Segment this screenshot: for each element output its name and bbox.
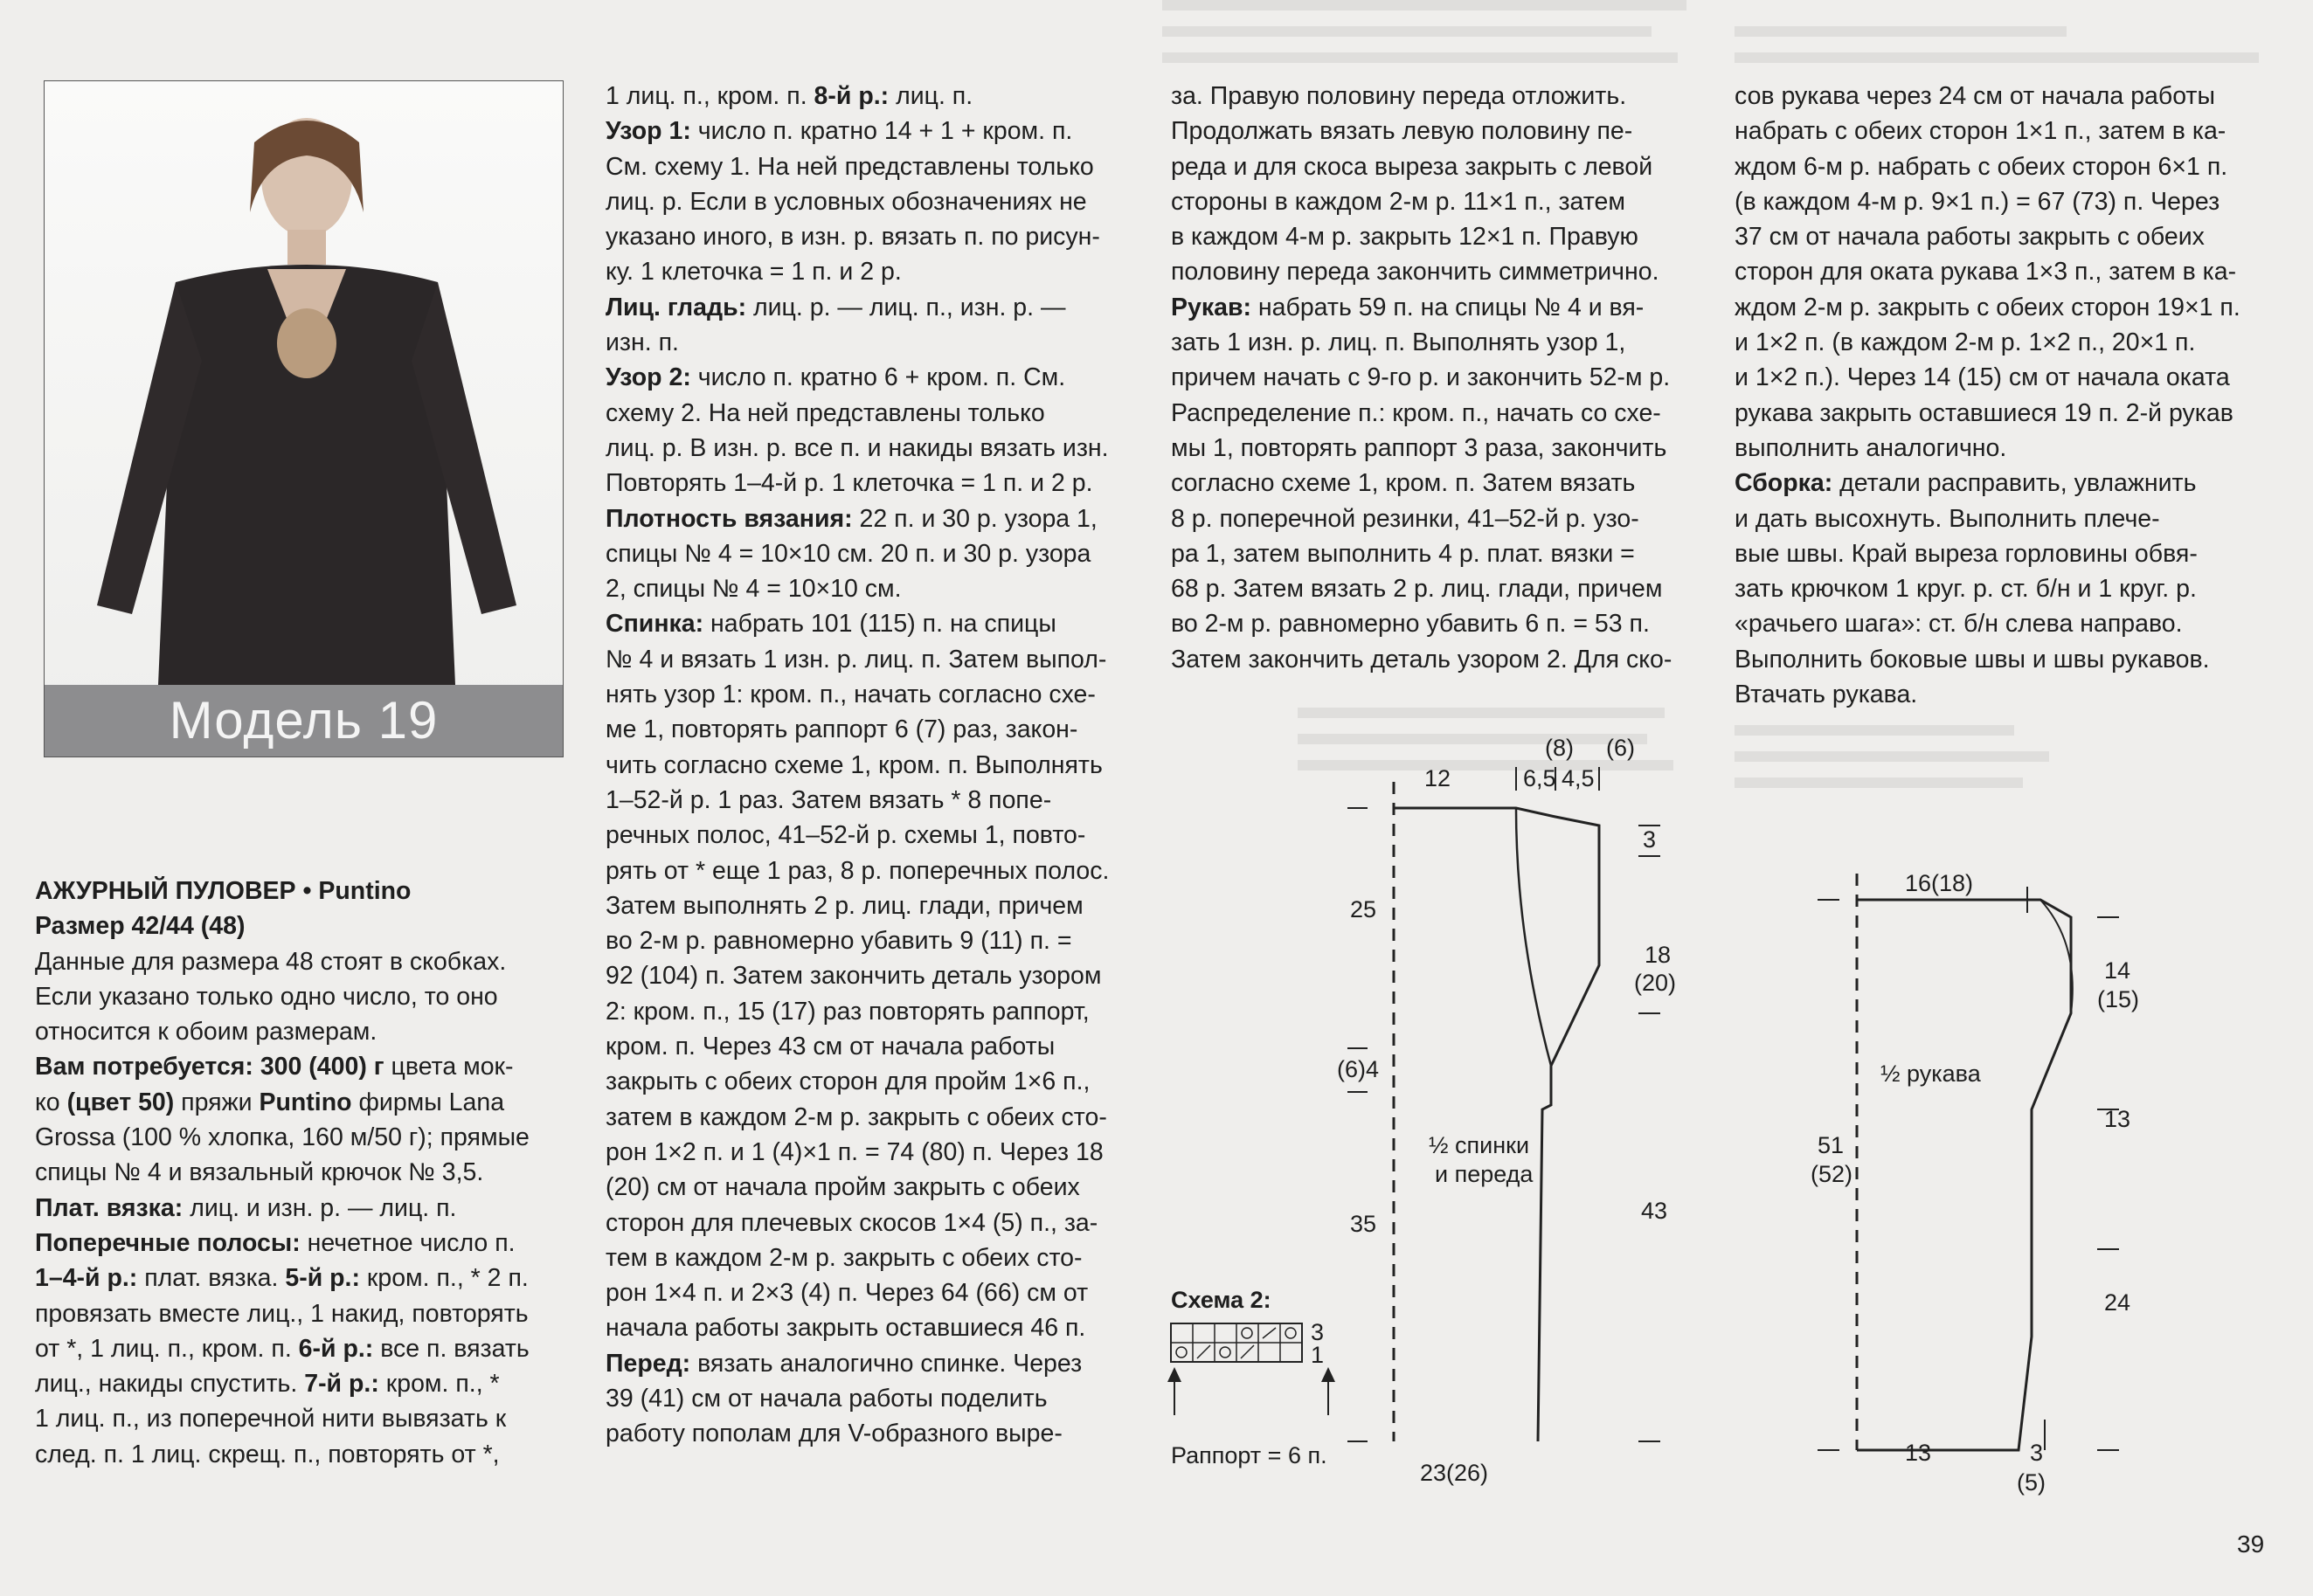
text-line: работу пополам для V-образного выре-: [606, 1420, 1063, 1448]
text-line: относится к обоим размерам.: [35, 1018, 377, 1047]
column-1: [35, 874, 564, 1472]
text-line: зать 1 изн. р. лиц. п. Выполнять узор 1,: [1171, 328, 1626, 357]
text-line: согласно схеме 1, кром. п. Затем вязать: [1171, 469, 1636, 498]
size-heading: Размер 42/44 (48): [35, 912, 246, 941]
text-bold: 5-й р.:: [285, 1264, 360, 1293]
text-run: лиц. и изн. р. — лиц. п.: [183, 1193, 457, 1222]
text-line: сторон для оката рукава 1×3 п., затем в ка-: [1735, 258, 2237, 287]
text-line: лиц. р. В изн. р. все п. и накиды вязать изн.: [606, 433, 1109, 462]
text-run: фирмы Lana: [351, 1088, 505, 1116]
text-line: кром. п. Через 43 см от начала работы: [606, 1033, 1056, 1061]
text-line: чить согласно схеме 1, кром. п. Выполнять: [606, 750, 1103, 779]
dim-label: 3: [1643, 826, 1657, 853]
text-line: во 2-м р. равномерно убавить 9 (11) п. =: [606, 927, 1072, 956]
model-caption: Модель 19: [45, 685, 563, 757]
text-line: 2, спицы № 4 = 10×10 см.: [606, 575, 902, 604]
text-bold: Puntino: [259, 1088, 352, 1116]
text-line: спицы № 4 = 10×10 см. 20 п. и 30 р. узора: [606, 539, 1091, 568]
text-line: лиц. р. Если в условных обозначениях не: [606, 187, 1087, 216]
text-line: стороны в каждом 2-м р. 11×1 п., затем: [1171, 187, 1625, 216]
text-line: Grossa (100 % хлопка, 160 м/50 г); прямые: [35, 1123, 530, 1152]
text-line: № 4 и вязать 1 изн. р. лиц. п. Затем выпол-: [606, 645, 1107, 674]
model-photo: [44, 80, 564, 757]
dim-label: 51: [1818, 1132, 1845, 1158]
dim-label: 16(18): [1905, 870, 1974, 896]
dim-label: (15): [2097, 986, 2140, 1012]
dim-label: (8): [1545, 735, 1574, 761]
text-line: и дать высохнуть. Выполнить плече-: [1735, 504, 2160, 533]
section-heading: Рукав:: [1171, 293, 1251, 321]
section-heading: Спинка:: [606, 610, 704, 639]
model-figure-illustration: [45, 81, 563, 685]
text-run: вязать аналогично спинке. Через: [690, 1349, 1083, 1378]
text-bold: (цвет 50): [66, 1088, 175, 1116]
section-heading: Узор 2:: [606, 363, 691, 392]
text-run: набрать 59 п. на спицы № 4 и вя-: [1251, 293, 1645, 321]
pattern-diagrams: [1153, 725, 2289, 1511]
text-line: рон 1×4 п. и 2×3 (4) п. Через 64 (66) см от: [606, 1279, 1089, 1308]
body-schematic: [1337, 735, 1676, 1486]
text-run: набрать 101 (115) п. на спицы: [703, 610, 1056, 639]
text-line: спицы № 4 и вязальный крючок № 3,5.: [35, 1158, 484, 1187]
text-line: 92 (104) п. Затем закончить деталь узором: [606, 962, 1102, 991]
text-line: 2: кром. п., 15 (17) раз повторять раппорт,: [606, 997, 1090, 1026]
text-run: нечетное число п.: [300, 1228, 516, 1257]
dim-label: 4,5: [1562, 765, 1595, 791]
text-run: лиц. р. — лиц. п., изн. р. —: [746, 293, 1066, 321]
text-line: 39 (41) см от начала работы поделить: [606, 1384, 1048, 1413]
text-line: закрыть с обеих сторон для пройм 1×6 п.,: [606, 1067, 1091, 1096]
text-line: мы 1, повторять раппорт 3 раза, закончить: [1171, 433, 1667, 462]
text-line: «рачьего шага»: ст. б/н слева направо.: [1735, 610, 2183, 639]
text-line: тем в каждом 2-м р. закрыть с обеих сто-: [606, 1243, 1083, 1272]
rapport-label: Раппорт = 6 п.: [1171, 1442, 1327, 1468]
text-line: См. схему 1. На ней представлены только: [606, 152, 1094, 181]
text-line: Затем закончить деталь узором 2. Для ско-: [1171, 645, 1672, 674]
text-line: рукава закрыть оставшиеся 19 п. 2-й рукав: [1735, 398, 2233, 427]
dim-label: (5): [2017, 1469, 2046, 1496]
section-heading: Лиц. гладь:: [606, 293, 747, 321]
text-line: ку. 1 клеточка = 1 п. и 2 р.: [606, 258, 902, 287]
text-line: Распределение п.: кром. п., начать со схе-: [1171, 398, 1661, 427]
text-line: 68 р. Затем вязать 2 р. лиц. глади, причем: [1171, 575, 1663, 604]
text-line: причем начать с 9-го р. и закончить 52-м р.: [1171, 363, 1671, 392]
text-line: Втачать рукава.: [1735, 681, 1918, 709]
text-line: указано иного, в изн. р. вязать п. по рисун-: [606, 223, 1100, 252]
text-run: от *, 1 лиц. п., кром. п.: [35, 1334, 299, 1363]
text-line: 37 см от начала работы закрыть с обеих: [1735, 223, 2205, 252]
section-heading: Узор 1:: [606, 117, 691, 146]
text-bold: 6-й р.:: [298, 1334, 374, 1363]
text-line: след. п. 1 лиц. скрещ. п., повторять от *,: [35, 1440, 500, 1468]
text-line: Данные для размера 48 стоят в скобках.: [35, 947, 507, 976]
piece-label: ½ рукава: [1880, 1061, 1981, 1087]
text-line: Выполнить боковые швы и швы рукавов.: [1735, 645, 2210, 674]
text-line: и 1×2 п. (в каждом 2-м р. 1×2 п., 20×1 п.: [1735, 328, 2196, 357]
piece-label: и переда: [1435, 1161, 1534, 1187]
text-line: ра 1, затем выполнить 4 р. плат. вязки =: [1171, 539, 1635, 568]
row-number: 3: [1311, 1319, 1325, 1345]
text-line: речных полос, 41–52-й р. схемы 1, повто-: [606, 821, 1086, 850]
text-line: набрать с обеих сторон 1×1 п., затем в ка-: [1735, 117, 2226, 146]
schema-2-title: Схема 2:: [1171, 1287, 1271, 1313]
text-bold: 1–4-й р.:: [35, 1264, 138, 1293]
section-heading: Плат. вязка:: [35, 1193, 184, 1222]
text-line: реда и для скоса выреза закрыть с левой: [1171, 152, 1653, 181]
section-heading: Плотность вязания:: [606, 504, 853, 533]
text-line: ждом 6-м р. набрать с обеих сторон 6×1 п.: [1735, 152, 2228, 181]
dim-label: 23(26): [1420, 1460, 1489, 1486]
dim-label: 14: [2104, 957, 2131, 984]
text-line: 1–52-й р. 1 раз. Затем вязать * 8 попе-: [606, 785, 1052, 814]
column-3: [1171, 79, 1695, 677]
text-line: Продолжать вязать левую половину пе-: [1171, 117, 1633, 146]
text-line: рон 1×2 п. и 1 (4)×1 п. = 74 (80) п. Через 18: [606, 1137, 1104, 1166]
dim-label: 18: [1645, 942, 1672, 968]
text-run: ко: [35, 1088, 67, 1116]
text-line: в каждом 4-м р. закрыть 12×1 п. Правую: [1171, 223, 1638, 252]
text-line: (20) см от начала пройм закрыть с обеих: [606, 1173, 1080, 1202]
section-heading: Поперечные полосы:: [35, 1228, 301, 1257]
section-heading: Перед:: [606, 1349, 691, 1378]
text-run: цвета мок-: [384, 1053, 514, 1081]
text-run: 1 лиц. п., кром. п.: [606, 82, 814, 110]
text-line: сов рукава через 24 см от начала работы: [1735, 82, 2215, 110]
text-line: во 2-м р. равномерно убавить 6 п. = 53 п.: [1171, 610, 1650, 639]
text-run: плат. вязка.: [137, 1264, 286, 1293]
dim-label: (6)4: [1337, 1056, 1380, 1082]
text-line: и 1×2 п.). Через 14 (15) см от начала оката: [1735, 363, 2230, 392]
text-line: начала работы закрыть оставшиеся 46 п.: [606, 1314, 1086, 1343]
text-line: половину переда закончить симметрично.: [1171, 258, 1659, 287]
column-4: [1735, 79, 2259, 712]
text-run: число п. кратно 14 + 1 + кром. п.: [690, 117, 1073, 146]
text-line: нять узор 1: кром. п., начать согласно схе-: [606, 681, 1096, 709]
text-line: Повторять 1–4-й р. 1 клеточка = 1 п. и 2 р.: [606, 469, 1093, 498]
dim-label: 43: [1641, 1198, 1668, 1224]
dim-label: (6): [1606, 735, 1635, 761]
text-line: 8 р. поперечной резинки, 41–52-й р. узо-: [1171, 504, 1639, 533]
materials-heading: Вам потребуется: 300 (400) г: [35, 1053, 384, 1081]
text-line: зать крючком 1 круг. р. ст. б/н и 1 круг. р.: [1735, 575, 2197, 604]
text-line: провязать вместе лиц., 1 накид, повторять: [35, 1299, 529, 1328]
text-line: выполнить аналогично.: [1735, 433, 2007, 462]
text-run: кром. п., * 2 п.: [359, 1264, 529, 1293]
text-run: детали расправить, увлажнить: [1832, 469, 2197, 498]
dim-label: 6,5: [1523, 765, 1556, 791]
text-run: лиц. п.: [889, 82, 973, 110]
text-line: рять от * еще 1 раз, 8 р. поперечных полос.: [606, 856, 1110, 885]
text-line: Затем выполнять 2 р. лиц. глади, причем: [606, 891, 1084, 920]
text-line: (в каждом 4-м р. 9×1 п.) = 67 (73) п. Через: [1735, 187, 2220, 216]
text-line: затем в каждом 2-м р. закрыть с обеих сто-: [606, 1102, 1107, 1131]
text-run: лиц., накиды спустить.: [35, 1370, 305, 1399]
text-run: кром. п., *: [378, 1370, 500, 1399]
dim-label: 13: [1905, 1440, 1932, 1466]
section-heading: Сборка:: [1735, 469, 1833, 498]
schema-2-chart: [1167, 1287, 1335, 1468]
text-line: вые швы. Край выреза горловины обвя-: [1735, 539, 2198, 568]
row-number: 1: [1311, 1342, 1325, 1368]
dim-label: (20): [1634, 970, 1677, 996]
pattern-title: АЖУРНЫЙ ПУЛОВЕР • Puntino: [35, 877, 412, 905]
text-line: сторон для плечевых скосов 1×4 (5) п., за-: [606, 1208, 1098, 1237]
text-run: 22 п. и 30 р. узора 1,: [852, 504, 1098, 533]
text-run: число п. кратно 6 + кром. п. См.: [690, 363, 1066, 392]
dim-label: 3: [2030, 1440, 2044, 1466]
sleeve-schematic: [1811, 870, 2139, 1496]
text-line: 1 лиц. п., из поперечной нити вывязать к: [35, 1405, 507, 1434]
dim-label: 24: [2104, 1289, 2131, 1316]
text-line: схему 2. На ней представлены только: [606, 398, 1045, 427]
text-line: ме 1, повторять раппорт 6 (7) раз, закон-: [606, 715, 1078, 744]
text-line: Если указано только одно число, то оно: [35, 982, 498, 1011]
page-number: 39: [2237, 1530, 2265, 1558]
text-bold: 8-й р.:: [814, 82, 890, 110]
dim-label: (52): [1811, 1161, 1853, 1187]
text-run: все п. вязать: [373, 1334, 530, 1363]
dim-label: 25: [1350, 896, 1377, 922]
text-line: за. Правую половину переда отложить.: [1171, 82, 1627, 110]
text-bold: 7-й р.:: [304, 1370, 379, 1399]
dim-label: 13: [2104, 1106, 2131, 1132]
dim-label: 35: [1350, 1211, 1377, 1237]
dim-label: 12: [1424, 765, 1451, 791]
piece-label: ½ спинки: [1429, 1132, 1530, 1158]
text-run: пряжи: [174, 1088, 260, 1116]
column-2: [606, 79, 1130, 1452]
text-line: ждом 2-м р. закрыть с обеих сторон 19×1 п.: [1735, 293, 2240, 321]
text-line: изн. п.: [606, 328, 679, 357]
